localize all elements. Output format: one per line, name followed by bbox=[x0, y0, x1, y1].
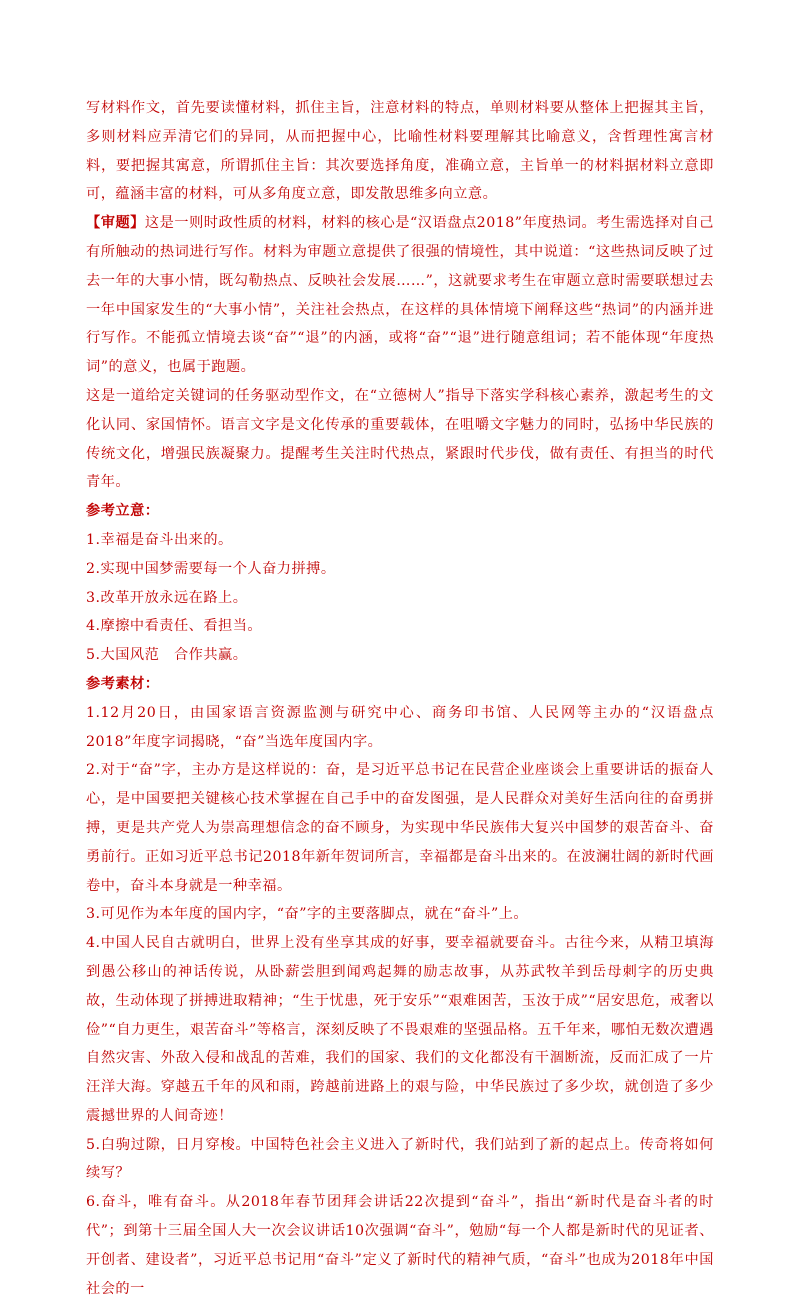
sucai-item: 6.奋斗，唯有奋斗。从2018年春节团拜会讲话22次提到“奋斗”，指出“新时代是奋斗者的时代”；到第十三届全国人大一次会议讲话10次强调“奋斗”，勉励“每一个人都是新时代的见证者、开创者、建设者”，习近平总书记用“奋斗”定义了新时代的精神气质，“奋斗”也成为2018年中国社会的一 bbox=[86, 1194, 714, 1297]
sucai-item: 1.12月20日，由国家语言资源监测与研究中心、商务印书馆、人民网等主办的“汉语盘点2018”年度字词揭晓，“奋”当选年度国内字。 bbox=[86, 704, 714, 750]
sucai-item: 5.白驹过隙，日月穿梭。中国特色社会主义进入了新时代，我们站到了新的起点上。传奇将如何续写？ bbox=[86, 1136, 714, 1182]
intro-paragraph: 写材料作文，首先要读懂材料，抓住主旨，注意材料的特点，单则材料要从整体上把握其主旨，多则材料应弄清它们的异同，从而把握中心，比喻性材料要理解其比喻意义，含哲理性寓言材料，要把握其寓意，所谓抓住主旨：其次要选择角度，准确立意，主旨单一的材料据材料立意即可，蕴涵丰富的材料，可从多角度立意，即发散思维多向立意。 bbox=[86, 100, 714, 203]
shenti-text: 这是一则时政性质的材料，材料的核心是“汉语盘点2018”年度热词。考生需选择对自己有所触动的热词进行写作。材料为审题立意提供了很强的情境性，其中说道：“这些热词反映了过去一年的大事小情，既勾勒热点、反映社会发展……”，这就要求考生在审题立意时需要联想过去一年中国家发生的“大事小情”，关注社会热点，在这样的具体情境下阐释这些“热词”的内涵并进行写作。不能孤立情境去谈“奋”“退”的内涵，或将“奋”“退”进行随意组词；若不能体现“年度热词”的意义，也属于跑题。 bbox=[86, 215, 714, 376]
sucai-section-title: 参考素材： bbox=[86, 675, 160, 692]
shenti-paragraph bbox=[86, 209, 714, 382]
lizhi-item: 3.改革开放永远在路上。 bbox=[86, 589, 248, 606]
sucai-item: 4.中国人民自古就明白，世界上没有坐享其成的好事，要幸福就要奋斗。古往今来，从精卫填海到愚公移山的神话传说，从卧薪尝胆到闻鸡起舞的励志故事，从苏武牧羊到岳母刺字的历史典故，生动体现了拼搏进取精神；“生于忧患，死于安乐”“艰难困苦，玉汝于成”“居安思危，戒奢以俭”“自力更生，艰苦奋斗”等格言，深刻反映了不畏艰难的坚强品格。五千年来，哪怕无数次遭遇自然灾害、外敌入侵和战乱的苦难，我们的国家、我们的文化都没有干涸断流，反而汇成了一片汪洋大海。穿越五千年的风和雨，跨越前进路上的艰与险，中华民族过了多少坎，就创造了多少震撼世界的人间奇迹！ bbox=[86, 935, 714, 1124]
lizhi-item: 2.实现中国梦需要每一个人奋力拼搏。 bbox=[86, 560, 336, 577]
sucai-item: 2.对于“奋”字，主办方是这样说的：奋，是习近平总书记在民营企业座谈会上重要讲话的振奋人心，是中国要把关键核心技术掌握在自己手中的奋发图强，是人民群众对美好生活向往的奋勇拼搏，更是共产党人为崇高理想信念的奋不顾身，为实现中华民族伟大复兴中国梦的艰苦奋斗、奋勇前行。正如习近平总书记2018年新年贺词所言，幸福都是奋斗出来的。在波澜壮阔的新时代画卷中，奋斗本身就是一种幸福。 bbox=[86, 762, 714, 894]
document-body bbox=[86, 94, 714, 1303]
shenti-label: 【审题】 bbox=[86, 215, 145, 232]
lizhi-section-title: 参考立意： bbox=[86, 503, 160, 520]
sucai-item: 3.可见作为本年度的国内字，“奋”字的主要落脚点，就在“奋斗”上。 bbox=[86, 906, 529, 923]
lizhi-item: 1.幸福是奋斗出来的。 bbox=[86, 531, 233, 548]
lizhi-item: 4.摩擦中看责任、看担当。 bbox=[86, 618, 263, 635]
task-paragraph: 这是一道给定关键词的任务驱动型作文，在“立德树人”指导下落实学科核心素养，激起考生的文化认同、家国情怀。语言文字是文化传承的重要载体，在咀嚼文字魅力的同时，弘扬中华民族的传统文化，增强民族凝聚力。提醒考生关注时代热点，紧跟时代步伐，做有责任、有担当的时代青年。 bbox=[86, 387, 714, 491]
lizhi-item: 5.大国风范 合作共赢。 bbox=[86, 647, 248, 664]
